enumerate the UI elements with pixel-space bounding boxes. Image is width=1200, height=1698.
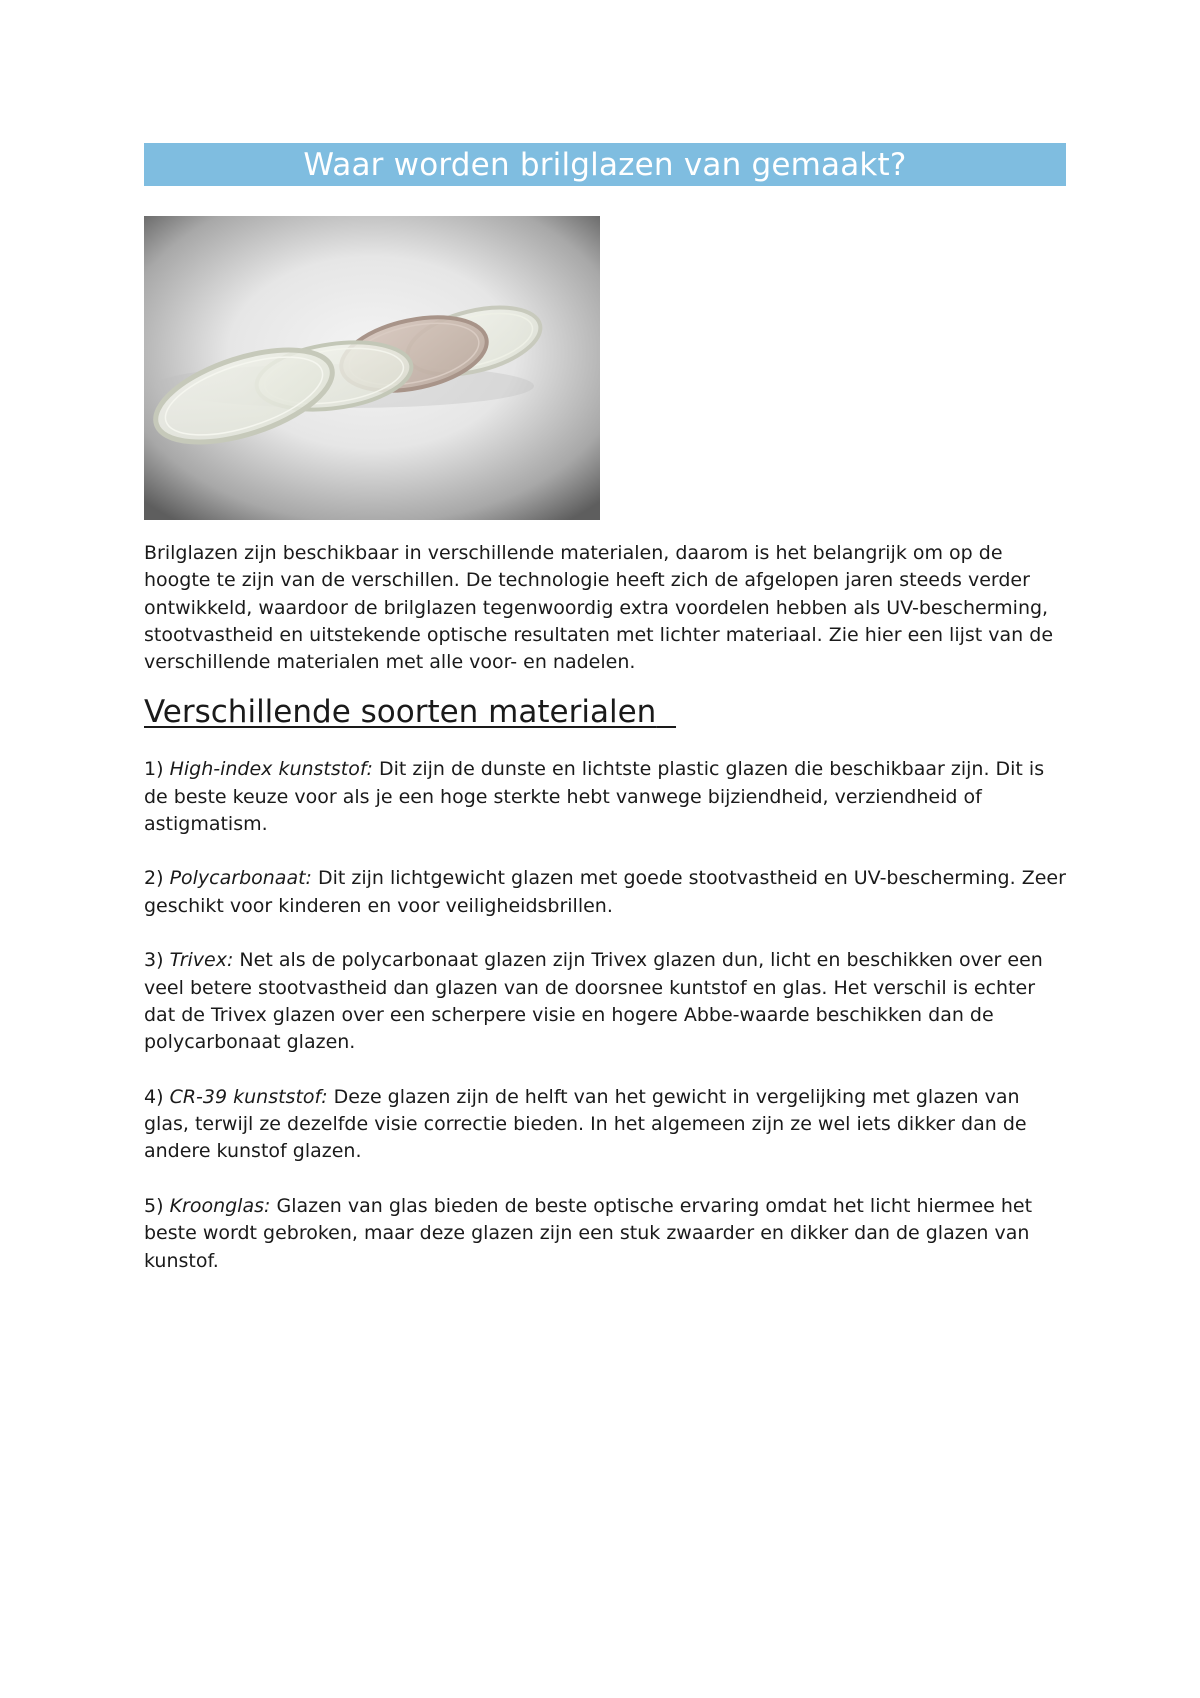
section-heading-text: Verschillende soorten materialen [144,694,657,731]
page-title [144,143,1066,186]
material-number: 5) [144,1194,164,1217]
intro-paragraph: Brilglazen zijn beschikbaar in verschillende materialen, daarom is het belangrijk om op de hoogte te zijn van de verschillen. De technologie heeft zich de afgelopen jaren steeds verder ontwikkeld, waardoor de brilglazen tegenwoordig extra voordelen hebben als UV-bescherming, stootvastheid en uitstekende optische resultaten met lichter materiaal. Zie hier een lijst van de verschillende materialen met alle voor- en nadelen. [144,542,1054,674]
material-description: Glazen van glas bieden de beste optische ervaring omdat het licht hiermee het beste wordt gebroken, maar deze glazen zijn een stuk zwaarder en dikker dan de glazen van kunstof. [144,1194,1033,1272]
material-item [144,947,1066,1056]
material-number: 1) [144,758,164,781]
material-description: Net als de polycarbonaat glazen zijn Trivex glazen dun, licht en beschikken over een veel betere stootvastheid dan glazen van de doorsnee kuntstof en glas. Het verschil is echter dat de Trivex glazen over een scherpere visie en hogere Abbe-waarde beschikken dan de polycarbonaat glazen. [144,949,1043,1054]
page-title-text: Waar worden brilglazen van gemaakt? [303,146,907,183]
materials-list [144,756,1066,1275]
material-description: Deze glazen zijn de helft van het gewicht in vergelijking met glazen van glas, terwijl ze dezelfde visie correctie bieden. In het algemeen zijn ze wel iets dikker dan de andere kunstof glazen. [144,1085,1027,1163]
material-item [144,1193,1066,1275]
material-description: Dit zijn de dunste en lichtste plastic glazen die beschikbaar zijn. Dit is de beste keuze voor als je een hoge sterkte hebt vanwege bijziendheid, verziendheid of astigmatism. [144,758,1045,835]
material-name: Kroonglas: [169,1194,271,1217]
material-item [144,1084,1066,1166]
material-number: 3) [144,949,164,972]
material-item [144,865,1066,920]
material-item [144,756,1066,838]
material-name: CR-39 kunststof: [169,1085,328,1108]
material-name: High-index kunststof: [169,758,373,781]
material-description: Dit zijn lichtgewicht glazen met goede stootvastheid en UV-bescherming. Zeer geschikt voor kinderen en voor veiligheidsbrillen. [144,867,1066,917]
document-page [144,143,1066,1302]
material-number: 2) [144,867,164,890]
material-number: 4) [144,1085,164,1108]
section-heading [144,694,1066,730]
material-name: Trivex: [169,949,234,972]
material-name: Polycarbonaat: [169,867,312,890]
lenses-photo [144,216,600,520]
